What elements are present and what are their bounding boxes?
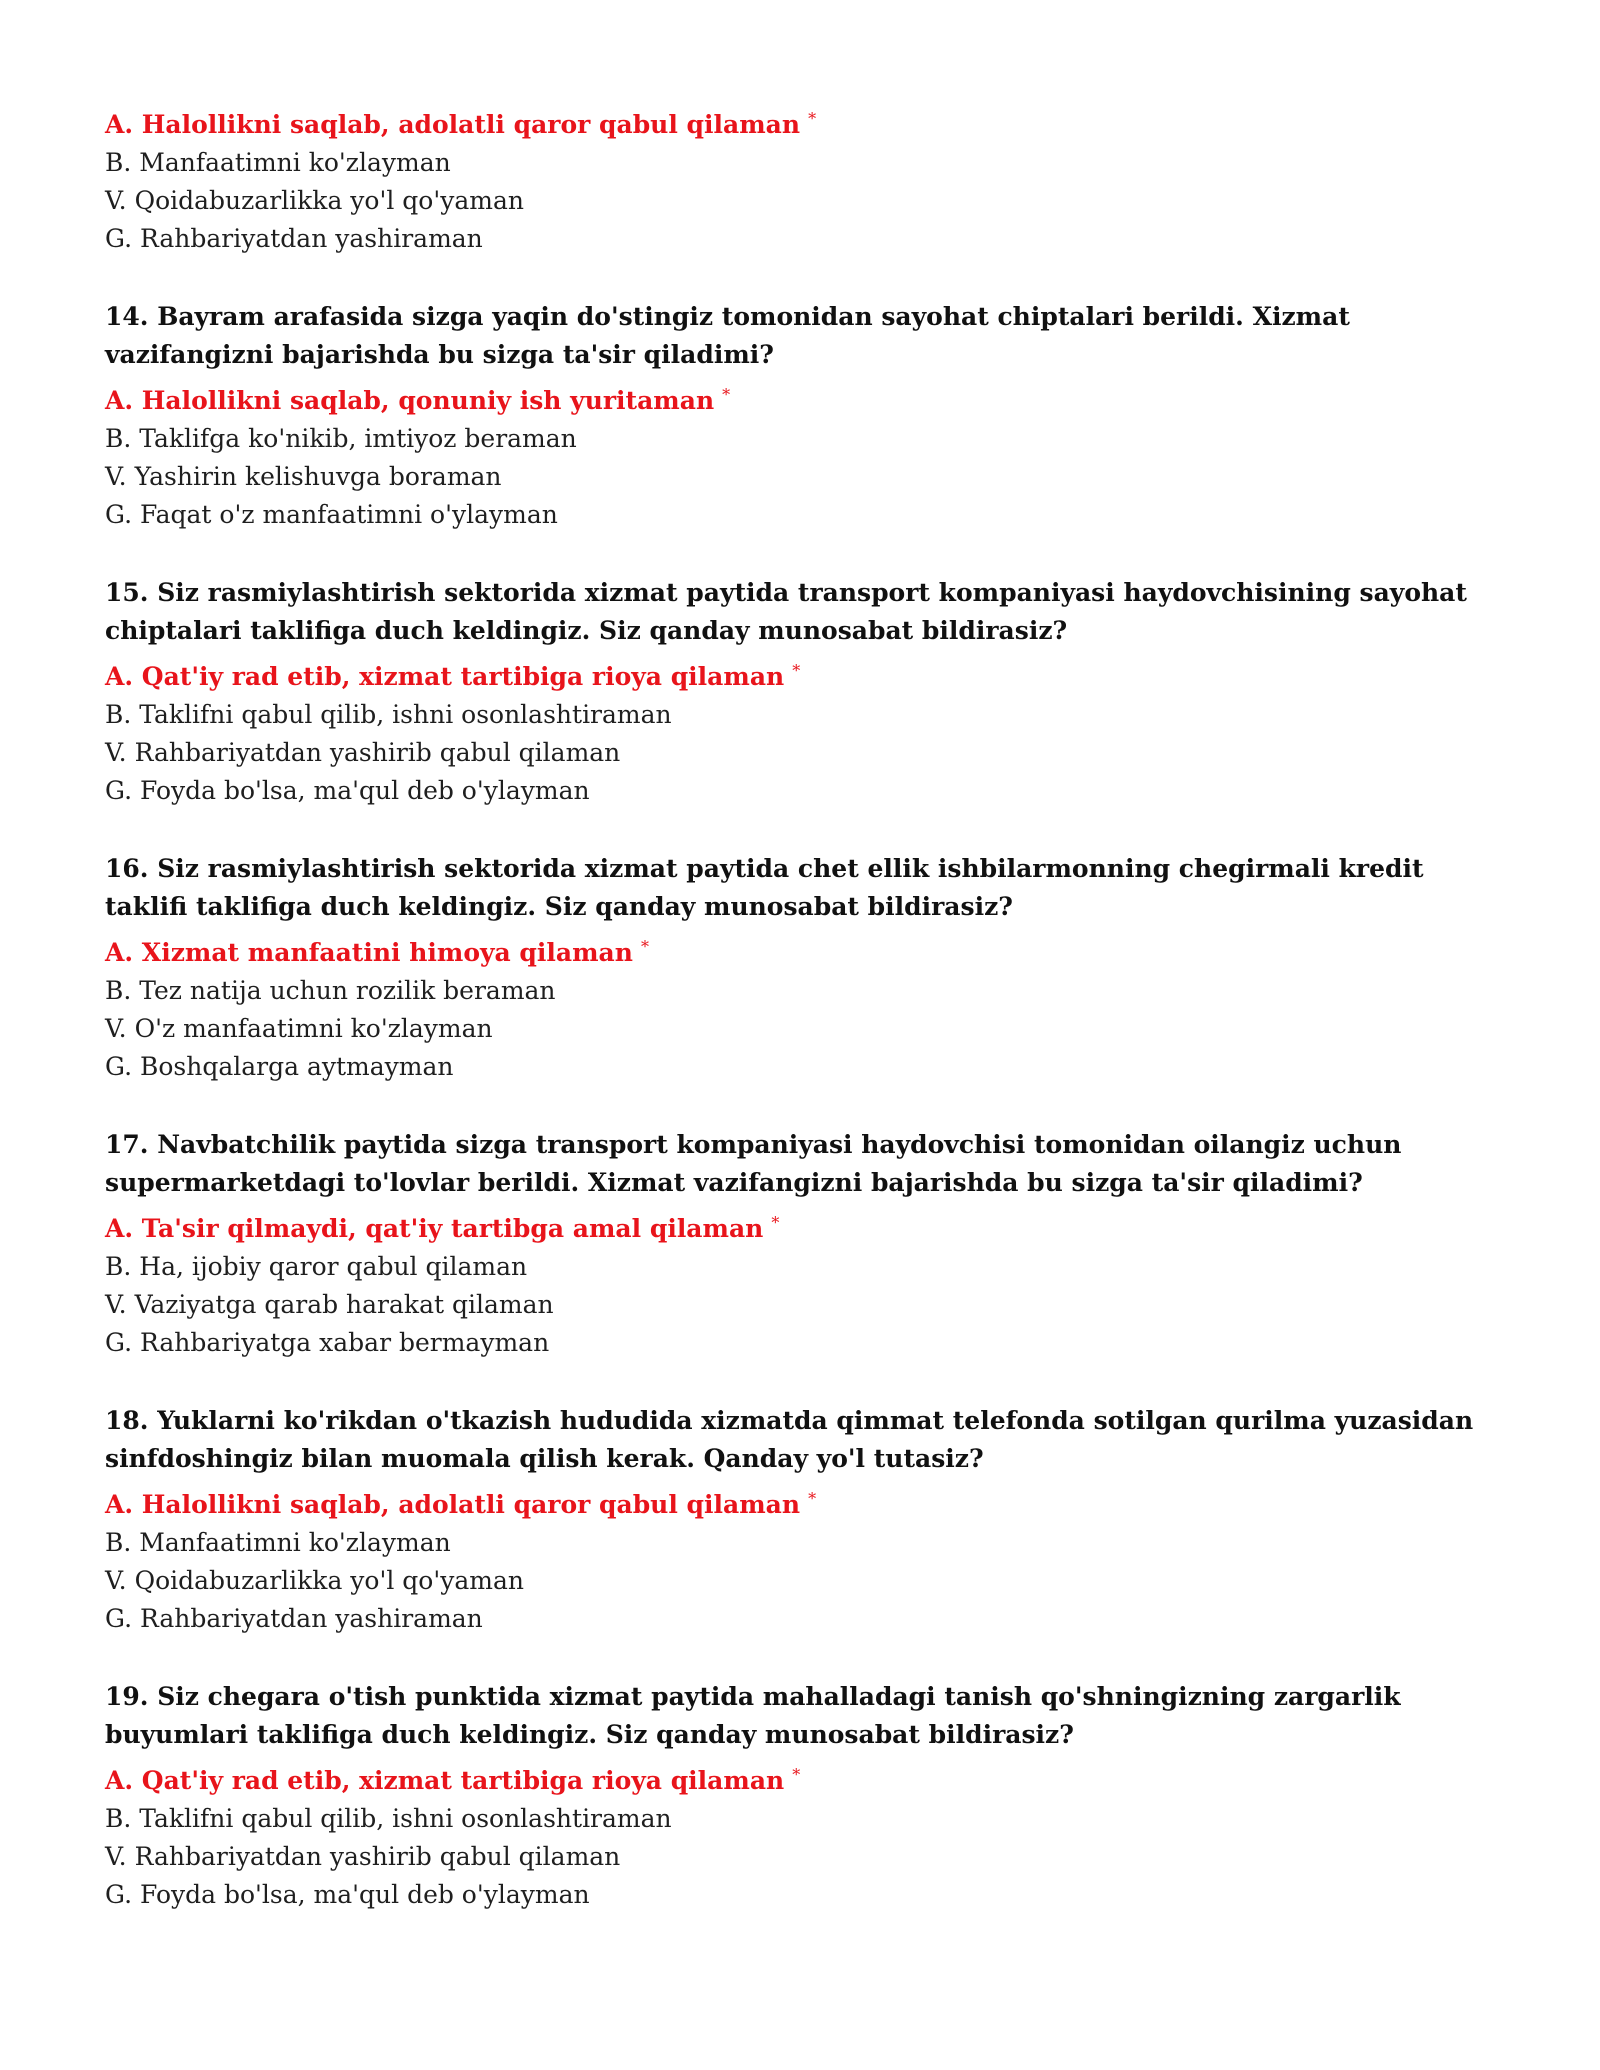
question-block-19 — [105, 1678, 1505, 1914]
answer-option: V. Qoidabuzarlikka yo'l qo'yaman — [105, 1566, 524, 1595]
question-text: 18. Yuklarni ko'rikdan o'tkazish hududida xizmatda qimmat telefonda sotilgan qurilma yuzasidan sinfdoshingiz bilan muomala qilish kerak. Qanday yo'l tutasiz? — [105, 1406, 1474, 1473]
answer-option: G. Rahbariyatdan yashiraman — [105, 224, 483, 253]
question-text: 16. Siz rasmiylashtirish sektorida xizmat paytida chet ellik ishbilarmonning chegirmali kredit taklifi taklifiga duch keldingiz. Siz qanday munosabat bildirasiz? — [105, 854, 1424, 921]
answer-option: G. Foyda bo'lsa, ma'qul deb o'ylayman — [105, 1880, 590, 1909]
question-block-14 — [105, 298, 1505, 534]
correct-answer: A. Halollikni saqlab, adolatli qaror qabul qilaman * — [105, 1489, 817, 1519]
answer-option: V. Rahbariyatdan yashirib qabul qilaman — [105, 738, 621, 767]
answer-option: G. Rahbariyatga xabar bermayman — [105, 1328, 550, 1357]
question-text: 14. Bayram arafasida sizga yaqin do'stingiz tomonidan sayohat chiptalari berildi. Xizmat vazifangizni bajarishda bu sizga ta'sir qiladimi? — [105, 302, 1350, 369]
answer-option: G. Faqat o'z manfaatimni o'ylayman — [105, 500, 558, 529]
correct-answer: A. Ta'sir qilmaydi, qat'iy tartibga amal qilaman * — [105, 1213, 780, 1243]
correct-mark: * — [792, 1765, 801, 1784]
question-block-15 — [105, 574, 1505, 810]
answer-option: B. Taklifga ko'nikib, imtiyoz beraman — [105, 424, 577, 453]
question-text: 15. Siz rasmiylashtirish sektorida xizmat paytida transport kompaniyasi haydovchisining sayohat chiptalari taklifiga duch keldingiz. Siz qanday munosabat bildirasiz? — [105, 578, 1467, 645]
answer-option: V. Vaziyatga qarab harakat qilaman — [105, 1290, 554, 1319]
correct-mark: * — [808, 1489, 817, 1508]
correct-mark: * — [771, 1213, 780, 1232]
question-block-16 — [105, 850, 1505, 1086]
answer-option: G. Foyda bo'lsa, ma'qul deb o'ylayman — [105, 776, 590, 805]
answer-option: B. Ha, ijobiy qaror qabul qilaman — [105, 1252, 528, 1281]
answer-option: B. Taklifni qabul qilib, ishni osonlashtiraman — [105, 700, 672, 729]
partial-question-block — [105, 100, 1505, 258]
question-block-17 — [105, 1126, 1505, 1362]
answer-option: V. Qoidabuzarlikka yo'l qo'yaman — [105, 186, 524, 215]
correct-mark: * — [722, 385, 731, 404]
answer-option: B. Manfaatimni ko'zlayman — [105, 148, 451, 177]
document-page — [105, 100, 1505, 1914]
correct-mark: * — [792, 661, 801, 680]
answer-option: B. Tez natija uchun rozilik beraman — [105, 976, 556, 1005]
answer-option: G. Rahbariyatdan yashiraman — [105, 1604, 483, 1633]
correct-mark: * — [640, 937, 649, 956]
question-block-18 — [105, 1402, 1505, 1638]
correct-answer: A. Qat'iy rad etib, xizmat tartibiga rioya qilaman * — [105, 1765, 801, 1795]
answer-option: G. Boshqalarga aytmayman — [105, 1052, 454, 1081]
correct-mark: * — [808, 109, 817, 128]
answer-option: V. Rahbariyatdan yashirib qabul qilaman — [105, 1842, 621, 1871]
answer-option: V. Yashirin kelishuvga boraman — [105, 462, 502, 491]
question-text: 19. Siz chegara o'tish punktida xizmat paytida mahalladagi tanish qo'shningizning zargarlik buyumlari taklifiga duch keldingiz. Siz qanday munosabat bildirasiz? — [105, 1682, 1401, 1749]
correct-answer: A. Halollikni saqlab, adolatli qaror qabul qilaman * — [105, 109, 817, 139]
answer-option: B. Taklifni qabul qilib, ishni osonlashtiraman — [105, 1804, 672, 1833]
answer-option: B. Manfaatimni ko'zlayman — [105, 1528, 451, 1557]
correct-answer: A. Qat'iy rad etib, xizmat tartibiga rioya qilaman * — [105, 661, 801, 691]
correct-answer: A. Halollikni saqlab, qonuniy ish yuritaman * — [105, 385, 731, 415]
question-text: 17. Navbatchilik paytida sizga transport kompaniyasi haydovchisi tomonidan oilangiz uchun supermarketdagi to'lovlar berildi. Xizmat vazifangizni bajarishda bu sizga ta'sir qiladimi? — [105, 1130, 1402, 1197]
answer-option: V. O'z manfaatimni ko'zlayman — [105, 1014, 493, 1043]
correct-answer: A. Xizmat manfaatini himoya qilaman * — [105, 937, 649, 967]
